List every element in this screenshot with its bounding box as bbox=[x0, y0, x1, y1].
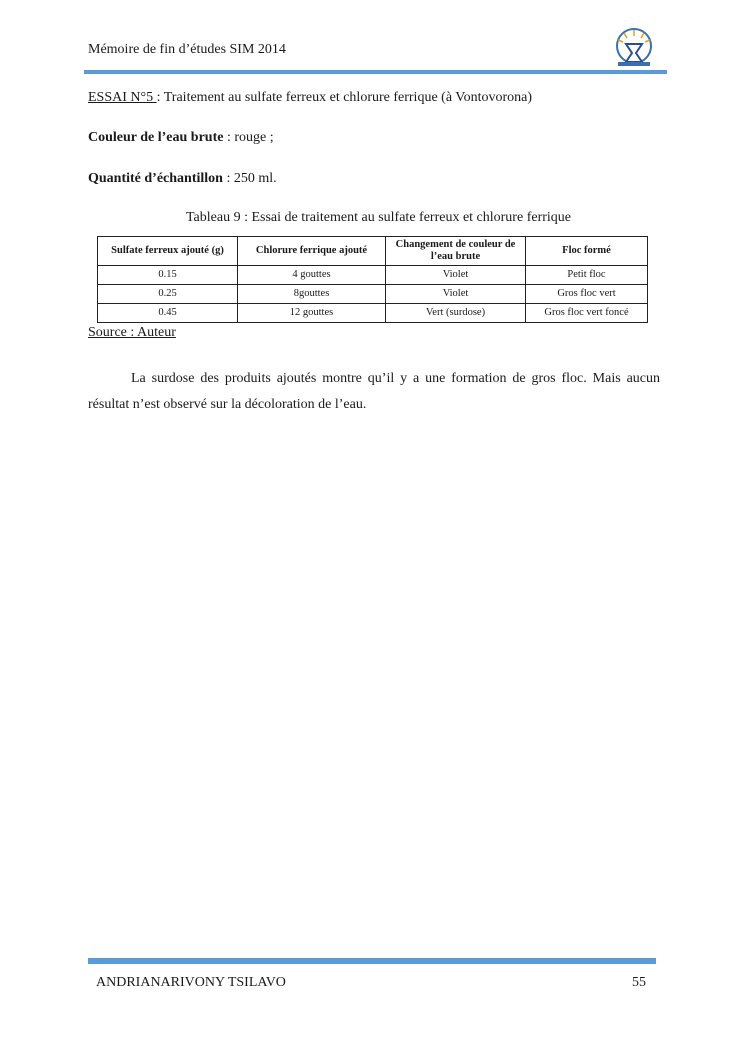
table-row bbox=[98, 285, 648, 304]
table-row bbox=[98, 266, 648, 285]
table-cell: 12 gouttes bbox=[238, 304, 386, 323]
couleur-value: : rouge ; bbox=[223, 130, 274, 145]
table-cell: Gros floc vert bbox=[526, 285, 648, 304]
table-cell: 0.45 bbox=[98, 304, 238, 323]
couleur-line bbox=[88, 130, 274, 146]
essai-label: ESSAI N°5 bbox=[88, 90, 157, 105]
table-cell: Petit floc bbox=[526, 266, 648, 285]
table-header: Sulfate ferreux ajouté (g) bbox=[98, 237, 238, 266]
table-header: Changement de couleur de l’eau brute bbox=[386, 237, 526, 266]
body-paragraph: La surdose des produits ajoutés montre qu’il y a une formation de gros floc. Mais aucun résultat n’est observé sur la décoloration de l’eau. bbox=[88, 371, 660, 412]
quantite-value: : 250 ml. bbox=[222, 171, 277, 186]
table-header-row bbox=[98, 237, 648, 266]
table-source: Source : Auteur bbox=[88, 325, 176, 340]
table-header: Chlorure ferrique ajouté bbox=[238, 237, 386, 266]
table-header: Floc formé bbox=[526, 237, 648, 266]
header-title: Mémoire de fin d’études SIM 2014 bbox=[88, 42, 286, 57]
table-row bbox=[98, 304, 648, 323]
table-cell: 4 gouttes bbox=[238, 266, 386, 285]
results-table bbox=[97, 236, 648, 323]
footer-rule bbox=[88, 958, 656, 964]
institution-logo-icon bbox=[612, 26, 656, 68]
table-cell: 0.15 bbox=[98, 266, 238, 285]
table-cell: Gros floc vert foncé bbox=[526, 304, 648, 323]
essai-line bbox=[88, 90, 532, 106]
quantite-line bbox=[88, 171, 277, 187]
table-cell: 0.25 bbox=[98, 285, 238, 304]
page-number: 55 bbox=[632, 975, 646, 990]
table-cell: Violet bbox=[386, 285, 526, 304]
table-cell: Vert (surdose) bbox=[386, 304, 526, 323]
quantite-label: Quantité d’échantillon bbox=[88, 171, 223, 186]
table-cell: Violet bbox=[386, 266, 526, 285]
footer-author: ANDRIANARIVONY TSILAVO bbox=[96, 975, 286, 990]
couleur-label: Couleur de l’eau brute bbox=[88, 130, 224, 145]
essai-text: : Traitement au sulfate ferreux et chlorure ferrique (à Vontovorona) bbox=[156, 90, 533, 105]
table-caption: Tableau 9 : Essai de traitement au sulfate ferreux et chlorure ferrique bbox=[185, 210, 571, 225]
header-rule bbox=[84, 70, 667, 74]
table-cell: 8gouttes bbox=[238, 285, 386, 304]
